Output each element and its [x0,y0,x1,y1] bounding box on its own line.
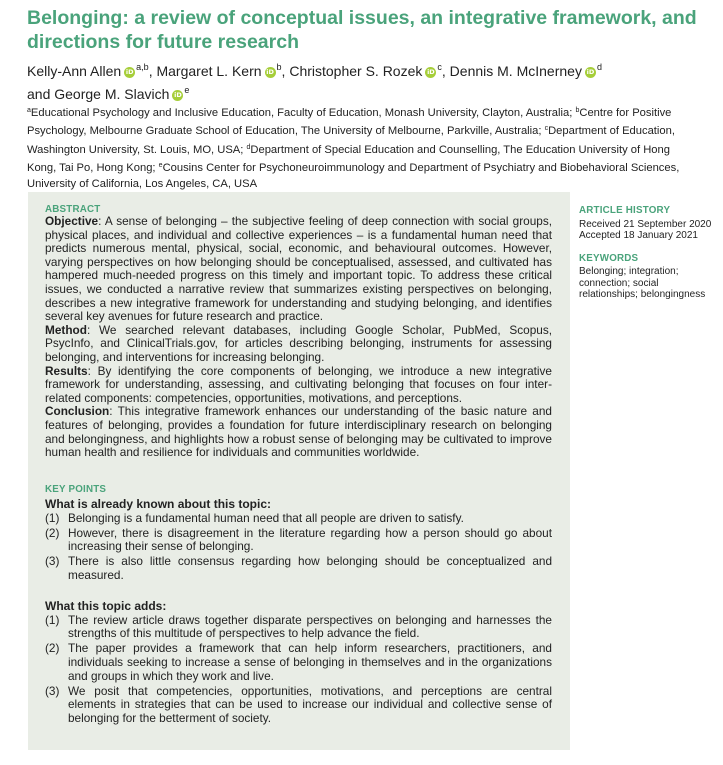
list-item: (2) The paper provides a framework that can help inform researchers, practitioners, and individuals seeking to increase a sense of belonging in themselves and in the organizations and groups in which they work and live. [45,641,552,683]
affiliations: $^a$Educational Psychology and Inclusive Education, Faculty of Education, Monash University, Clayton, Australia; $^b$Centre for Positive Psychology, Melbourne Graduate School of Education, The University of Melbourne, Parkville, Australia; $^c$Department of Education, Washington University, St. Louis, MO, USA; $^d$Department of Special Education and Counselling, The Education University of Hong Kong, Tai Po, Hong Kong; $^e$Cousins Center for Psychoneuroimmunology and Department of Psychiatry and Biobehavioral Sciences, University of California, Los Angeles, CA, USA [27,107,680,190]
received-date: Received 21 September 2020 [579,218,712,230]
adds-list [45,614,552,726]
keywords-list: Belonging; integration; connection; social relationships; belongingness [579,266,706,300]
abstract-body [45,215,552,460]
orcid-icon[interactable]: iD [427,67,435,76]
list-item: (1) The review article draws together disparate perspectives on belonging and harnesses the strengths of this multitude of perspectives to help advance the field. [45,612,552,641]
list-item: (1) Belonging is a fundamental human need that all people are driven to satisfy. [45,510,464,525]
author[interactable]: Margaret L. Kern iD $^b$ [156,62,282,79]
known-list [45,512,552,583]
adds-heading: What this topic adds: [45,598,167,613]
list-item: (3) There is also little consensus regarding how belonging should be conceptualized and measured. [45,554,552,583]
article-title: Belonging: a review of conceptual issues, an integrative framework, and directions for future research [27,7,697,53]
author[interactable]: Christopher S. Rozek iD $^c$ [289,62,442,79]
orcid-icon[interactable]: iD [125,67,134,76]
abstract-heading: ABSTRACT [45,204,101,215]
orcid-icon[interactable]: iD [174,90,182,99]
abstract-method: Method: We searched relevant databases, including Google Scholar, PubMed, Scopus, PsycInfo, and ClinicalTrials.gov, for articles describing belonging, instruments for assessing belonging, and interventions for increasing belonging. [45,322,552,364]
list-item: (3) We posit that competencies, opportunities, motivations, and perceptions are central elements in strategies that can be used to increase our individual and collective sense of belonging for the betterment of society. [45,683,552,725]
accepted-date: Accepted 18 January 2021 [579,230,698,241]
abstract-box [28,192,570,750]
article-history-heading: ARTICLE HISTORY [579,205,671,216]
author[interactable]: George M. Slavich iD $^e$ [54,85,190,102]
keywords-heading: KEYWORDS [579,252,639,264]
orcid-icon[interactable]: iD [266,67,274,76]
abstract-objective: Objective: A sense of belonging – the subjective feeling of deep connection with social groups, physical places, and individual and collective experiences – is a fundamental human need that predicts numerous mental, physical, social, economic, and behavioural outcomes. However, varying perspectives on how belonging should be conceptualised, assessed, and cultivated has hampered much-needed progress on this timely and important topic. To address these critical issues, we conducted a narrative review that summarizes existing perspectives on belonging, describes a new integrative framework for understanding and studying belonging, and identifies several key avenues for future research and practice. [45,214,552,324]
key-points-heading: KEY POINTS [45,483,107,495]
article-sidebar [579,205,719,301]
author[interactable]: Dennis M. McInerney iD $^d$ [449,62,602,79]
author-list: Kelly-Ann Allen iD $^{a,b}$, Margaret L. Kern iD $^b$, Christopher S. Rozek iD $^c$, Dennis M. McInerney iD $^d$ and George M. Slavich iD $^e$ [27,62,602,102]
list-item: (2) However, there is disagreement in the literature regarding how a person should go about increasing their sense of belonging. [45,525,552,554]
author[interactable]: Kelly-Ann Allen iD $^{a,b}$ [27,62,149,79]
abstract-conclusion: Conclusion: This integrative framework enhances our understanding of the basic nature and features of belonging, provides a foundation for future interdisciplinary research on belonging and belongingness, and highlights how a robust sense of belonging may be cultivated to improve human health and resilience for individuals and communities worldwide. [45,404,552,460]
orcid-icon[interactable]: iD [586,67,595,76]
abstract-results: Results: By identifying the core components of belonging, we introduce a new integrative framework for understanding, assessing, and cultivating belonging that focuses on four inter-related components: competencies, opportunities, motivations, and perceptions. [45,363,552,405]
known-heading: What is already known about this topic: [45,496,272,511]
